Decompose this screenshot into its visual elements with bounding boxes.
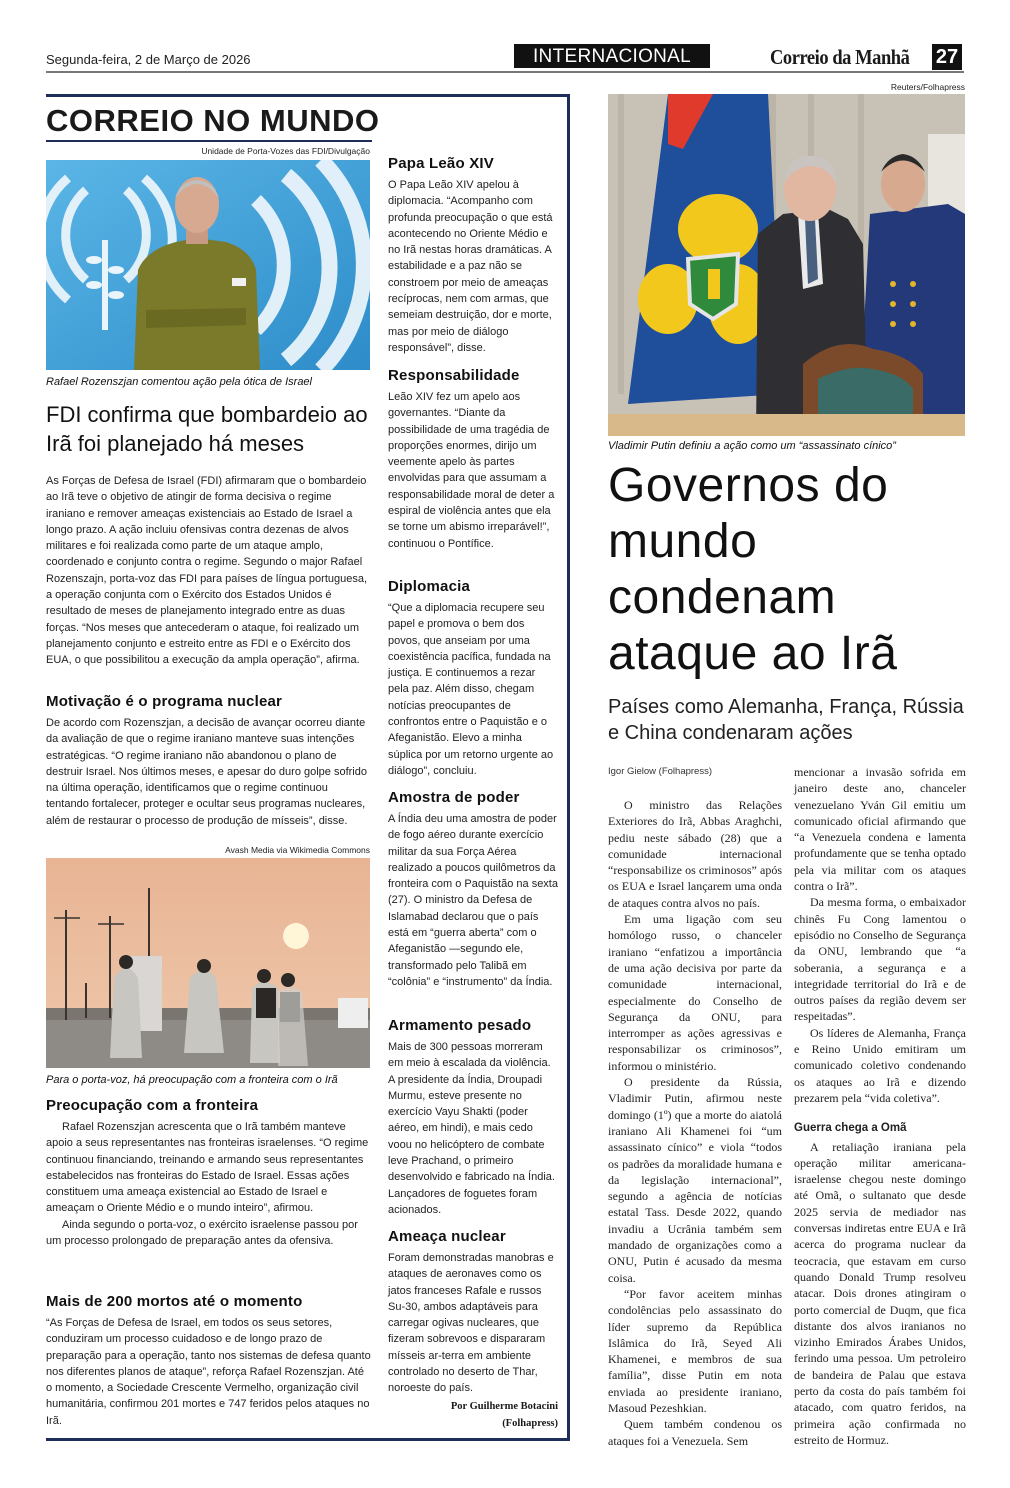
text-diplomacia: “Que a diplomacia recupere seu papel e promova o bem dos povos, que anseiam por uma coexistência pacífica, fundada na justiça. E continuemos a rezar pela paz. Além disso, chegam notícias preocupantes de confrontos entre o Paquistão e o Afeganistão. Elevo a minha súplica por um retorno urgente ao diálogo”, concluiu. xyxy=(388,602,554,777)
paragraph: “Por favor aceitem minhas condolências pelo assassinato do líder supremo da República Islâmica do Irã, Seyed Ali Khamenei, e membros de sua família”, disse Putin em nota enviada ao presidente iraniano, Masoud Pezeshkian. xyxy=(608,1286,782,1415)
byline-author: Por Guilherme Botacini xyxy=(450,1401,558,1412)
main-column-1 xyxy=(608,797,782,1449)
main-byline: Igor Gielow (Folhapress) xyxy=(608,766,713,777)
subhead-responsabilidade: Responsabilidade xyxy=(388,367,520,384)
subhead-amostra: Amostra de poder xyxy=(388,789,520,806)
paragraph: Da mesma forma, o embaixador chinês Fu Cong lamentou o episódio no Conselho de Segurança da ONU, lembrando que “a soberania, a segurança e a integridade territorial do Irã e de outros países da região devem ser respeitadas”. xyxy=(794,895,966,1024)
box-title-rule xyxy=(46,140,372,142)
photo2-caption: Para o porta-voz, há preocupação com a fronteira com o Irã xyxy=(46,1074,338,1086)
article1-headline: FDI confirma que bombardeio ao Irã foi planejado há meses xyxy=(46,402,368,456)
putin-photo-illustration xyxy=(608,94,965,436)
text-armamento: Mais de 300 pessoas morreram em meio à escalada da violência. A presidente da Índia, Droupadi Murmu, esteve presente no exercício Vayu Shakti (poder aéreo, em hindi), e mais cedo voou no helicóptero de combate leve Prachand, o primeiro desenvolvido e fabricado na Índia. Lançadores de foguetes foram acionados. xyxy=(388,1041,555,1216)
section-label: INTERNACIONAL xyxy=(514,44,710,68)
text-amostra: A Índia deu uma amostra de poder de fogo aéreo durante exercício militar da sua Força Aérea realizado a poucos quilômetros da fronteira com o Paquistão na sexta (27). O ministro da Defesa de Islamabad declarou que o país está em “guerra aberta” com o Afeganistão —segundo ele, transformado pelo Talibã em “colônia” e “instrumento” da Índia. xyxy=(388,813,558,988)
paragraph: Rafael Rozenszjan acrescenta que o Irã também manteve apoio a seus representantes nas fronteiras israelenses. “O regime continuou financiando, treinando e armando seus representantes estabelecidos nas fronteiras do Estado de Israel. Essas ações constituem uma ameaça existencial ao Estado de Israel e ameaçam o Oriente Médio e o mundo inteiro”, afirmou. xyxy=(46,1121,369,1215)
photo-border-road xyxy=(46,858,370,1068)
page-number: 27 xyxy=(932,44,962,70)
subhead-diplomacia: Diplomacia xyxy=(388,578,471,595)
subhead-guerra-oma: Guerra chega a Omã xyxy=(794,1122,907,1135)
photo3-caption: Vladimir Putin definiu a ação como um “assassinato cínico” xyxy=(608,440,896,452)
main-column-2 xyxy=(794,764,966,1448)
paragraph: Ainda segundo o porta-voz, o exército israelense passou por um processo prolongado de preparação antes da ofensiva. xyxy=(46,1218,358,1248)
byline-agency: (Folhapress) xyxy=(502,1418,558,1429)
paragraph: Em uma ligação com seu homólogo russo, o chanceler iraniano “enfatizou a importância de uma ação decisiva por parte da comunidade internacional, especialmente do Conselho de Segurança da ONU, para interromper as ações agressivas e responsabilizar os criminosos”, informou o ministério. xyxy=(608,912,782,1073)
subhead-armamento: Armamento pesado xyxy=(388,1017,532,1034)
subhead-fronteira: Preocupação com a fronteira xyxy=(46,1097,259,1114)
main-headline: Governos do mundo condenam ataque ao Irã xyxy=(608,459,898,680)
photo3-credit: Reuters/Folhapress xyxy=(890,82,965,92)
photo1-credit: Unidade de Porta-Vozes das FDI/Divulgação xyxy=(201,146,370,156)
text-mortos: “As Forças de Defesa de Israel, em todos os seus setores, conduziram um processo cuidadoso e de longo prazo de preparação para a operação, tanto nos sistemas de defesa quanto nos diferentes planos de ataque”, reforça Rafael Rozenszjan. Até o momento, a Sociedade Crescente Vermelho, organização civil humanitária, confirmou 201 mortes e 747 feridos pelos ataques no Irã. xyxy=(46,1317,371,1427)
border-photo-illustration xyxy=(46,858,370,1068)
photo-spokesman xyxy=(46,160,370,370)
newspaper-name: Correio da Manhã xyxy=(770,45,910,69)
paragraph: mencionar a invasão sofrida em janeiro deste ano, chanceler venezuelano Yván Gil emitiu um comunicado oficial afirmando que “a Venezuela condena e lamenta profundamente que se tenha optado pela via militar com os ataques contra o Irã”. xyxy=(794,765,966,894)
text-responsabilidade: Leão XIV fez um apelo aos governantes. “Diante da possibilidade de uma tragédia de proporções enormes, dirijo um veemente apelo às partes envolvidas para que assumam a responsabilidade moral de deter a espiral de violência antes que ela se torne um abismo irreparável!”, continuou o Pontífice. xyxy=(388,391,555,550)
article1-lead: As Forças de Defesa de Israel (FDI) afirmaram que o bombardeio ao Irã teve o objetivo de atingir de forma decisiva o regime iraniano e remover ameaças existenciais ao Estado de Israel a longo prazo. A ação incluiu ofensivas contra dezenas de alvos militares e foi realizada como parte de um ataque amplo, coordenado e conjunto contra o regime. Segundo o major Rafael Rozenszajn, porta-voz das FDI para países de língua portuguesa, a operação conjunta com o Exército dos Estados Unidos é resultado de meses de planejamento integrado entre as duas forças. “Nos meses que antecederam o ataque, foi realizado um planejamento conjunto e estreito entre as FDI e o Exército dos EUA, o que possibilitou a execução da ampla operação”, afirma. xyxy=(46,475,368,667)
photo1-caption: Rafael Rozenszjan comentou ação pela ótica de Israel xyxy=(46,376,312,388)
sidebar-byline xyxy=(388,1398,558,1432)
photo2-credit: Avash Media via Wikimedia Commons xyxy=(225,845,370,855)
paragraph: Os líderes de Alemanha, França e Reino Unido emitiram um comunicado coletivo condenando os ataques ao Irã e dizendo prezarem pela “vida coletiva”. xyxy=(794,1025,966,1105)
spokesman-photo-illustration xyxy=(46,160,370,370)
text-papa: O Papa Leão XIV apelou à diplomacia. “Acompanho com profunda preocupação o que está acontecendo no Oriente Médio e no Irã nestas horas dramáticas. A estabilidade e a paz não se constroem por meio de ameaças recíprocas, nem com armas, que semeiam destruição, dor e morte, mas por meio de diálogo responsável”, disse. xyxy=(388,179,553,354)
paragraph: O presidente da Rússia, Vladimir Putin, afirmou neste domingo (1º) que a morte do aiatolá iraniano Ali Khamenei foi “um assassinato cínico” e viola “todos os padrões da moralidade humana e da legislação internacional”, segundo a agência de notícias estatal Tass. Desde 2022, quando invadiu a Ucrânia também sem mandado de organizações como a ONU, Putin é acusado da mesma coisa. xyxy=(608,1075,782,1285)
box-bottom-rule xyxy=(46,1438,570,1441)
subhead-ameaca: Ameaça nuclear xyxy=(388,1228,506,1245)
text-fronteira xyxy=(46,1119,372,1249)
subhead-papa: Papa Leão XIV xyxy=(388,155,494,172)
box-title: CORREIO NO MUNDO xyxy=(46,103,380,138)
paragraph: A retaliação iraniana pela operação militar americana-israelense chegou neste domingo até Omã, o sultanato que desde 2025 servia de mediador nas conversas indiretas entre EUA e Irã acerca do programa nuclear da teocracia, que estavam em curso quando Donald Trump resolveu atacar. Dois drones atingiram o porto comercial de Duqm, que fica distante dos alvos iranianos no vizinho Emirados Árabes Unidos, ferindo uma pessoa. Um petroleiro de bandeira de Palau que estava perto da costa do país também foi atacado, com quatro feridos, na primeira ação confirmada no estreito de Hormuz. xyxy=(794,1139,966,1447)
paragraph: O ministro das Relações Exteriores do Irã, Abbas Araghchi, pediu neste sábado (28) que a comunidade internacional “responsabilize os criminosos” após os EUA e Israel lançarem uma onda de ataques contra alvos no país. xyxy=(608,798,782,910)
main-deck: Países como Alemanha, França, Rússia e China condenaram ações xyxy=(608,696,964,744)
issue-date: Segunda-feira, 2 de Março de 2026 xyxy=(46,52,251,67)
header-rule xyxy=(46,71,964,73)
photo-putin xyxy=(608,94,965,436)
subhead-motivacao: Motivação é o programa nuclear xyxy=(46,693,283,710)
subhead-mortos: Mais de 200 mortos até o momento xyxy=(46,1293,303,1310)
text-motivacao: De acordo com Rozenszjan, a decisão de avançar ocorreu diante da avaliação de que o regime iraniano manteve suas intenções estratégicas. “O regime iraniano não abandonou o plano de destruir Israel. Nos últimos meses, e apesar do duro golpe sofrido na última operação, identificamos que o regime continuou tentando fortalecer, proteger e ocultar seus programas nucleares, além de restaurar o processo de produção de mísseis”, disse. xyxy=(46,717,367,827)
paragraph: Quem também condenou os ataques foi a Venezuela. Sem xyxy=(608,1417,782,1448)
text-ameaca: Foram demonstradas manobras e ataques de aeronaves como os jatos franceses Rafale e russos Su-30, ambos adaptáveis para carregar ogivas nucleares, que fizeram sobrevoos e dispararam mísseis ar-terra em ambiente controlado no deserto de Thar, noroeste do país. xyxy=(388,1252,554,1395)
